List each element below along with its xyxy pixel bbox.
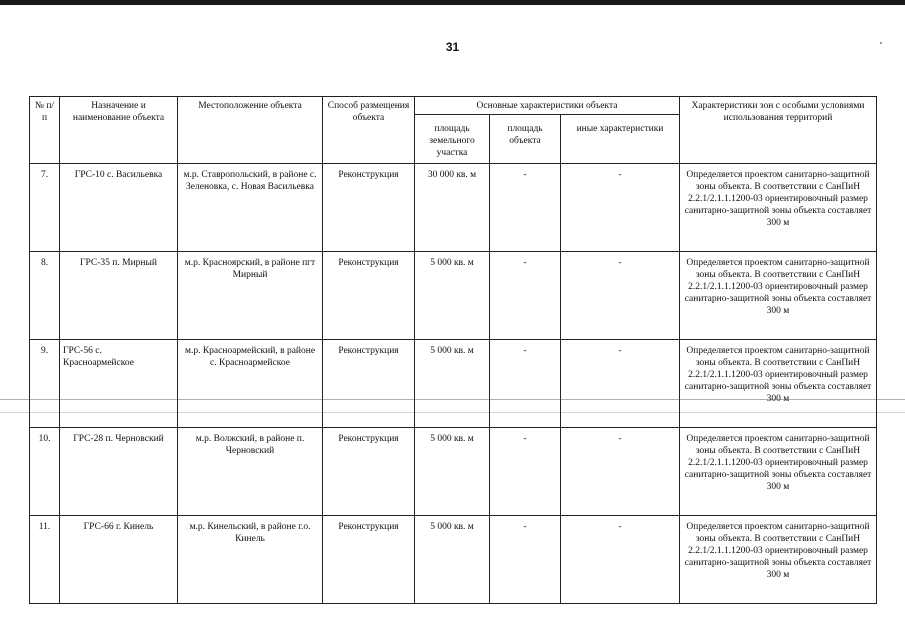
table-row <box>30 164 877 252</box>
scan-artifact-line <box>0 412 905 413</box>
cell-other: - <box>561 340 680 428</box>
cell-object-area: - <box>490 428 561 516</box>
top-border-rule <box>0 0 905 5</box>
scan-speck <box>880 42 882 44</box>
objects-table <box>29 96 877 604</box>
cell-num: 11. <box>30 516 60 604</box>
cell-name: ГРС-66 г. Кинель <box>60 516 178 604</box>
cell-name: ГРС-28 п. Черновский <box>60 428 178 516</box>
cell-location: м.р. Волжский, в районе п. Черновский <box>178 428 323 516</box>
header-location: Местоположение объекта <box>178 97 323 164</box>
header-zones: Характеристики зон с особыми условиями использования территорий <box>680 97 877 164</box>
cell-method: Реконструкция <box>323 428 415 516</box>
cell-land-area: 5 000 кв. м <box>415 516 490 604</box>
table-row <box>30 428 877 516</box>
table-row <box>30 516 877 604</box>
cell-location: м.р. Ставропольский, в районе с. Зеленовка, с. Новая Васильевка <box>178 164 323 252</box>
cell-land-area: 5 000 кв. м <box>415 340 490 428</box>
cell-name: ГРС-10 с. Васильевка <box>60 164 178 252</box>
cell-method: Реконструкция <box>323 516 415 604</box>
cell-method: Реконструкция <box>323 164 415 252</box>
header-method: Способ размещения объекта <box>323 97 415 164</box>
cell-num: 10. <box>30 428 60 516</box>
cell-zones: Определяется проектом санитарно-защитной зоны объекта. В соответствии с СанПиН 2.2.1/2.1.1.1200-03 ориентировочный размер санитарно-защитной зоны объекта составляет 300 м <box>680 428 877 516</box>
table-row <box>30 252 877 340</box>
header-main-characteristics: Основные характеристики объекта <box>415 97 680 115</box>
cell-zones: Определяется проектом санитарно-защитной зоны объекта. В соответствии с СанПиН 2.2.1/2.1.1.1200-03 ориентировочный размер санитарно-защитной зоны объекта составляет 300 м <box>680 252 877 340</box>
page-number: 31 <box>445 40 460 54</box>
cell-object-area: - <box>490 516 561 604</box>
cell-object-area: - <box>490 164 561 252</box>
cell-method: Реконструкция <box>323 340 415 428</box>
cell-zones: Определяется проектом санитарно-защитной зоны объекта. В соответствии с СанПиН 2.2.1/2.1.1.1200-03 ориентировочный размер санитарно-защитной зоны объекта составляет 300 м <box>680 164 877 252</box>
header-name: Назначение и наименование объекта <box>60 97 178 164</box>
cell-num: 7. <box>30 164 60 252</box>
cell-num: 8. <box>30 252 60 340</box>
cell-object-area: - <box>490 252 561 340</box>
table-header-row <box>30 97 877 115</box>
cell-other: - <box>561 516 680 604</box>
cell-location: м.р. Красноармейский, в районе с. Красноармейское <box>178 340 323 428</box>
cell-zones: Определяется проектом санитарно-защитной зоны объекта. В соответствии с СанПиН 2.2.1/2.1.1.1200-03 ориентировочный размер санитарно-защитной зоны объекта составляет 300 м <box>680 340 877 428</box>
header-land-area: площадь земельного участка <box>415 115 490 164</box>
cell-other: - <box>561 252 680 340</box>
header-object-area: площадь объекта <box>490 115 561 164</box>
cell-object-area: - <box>490 340 561 428</box>
cell-location: м.р. Красноярский, в районе пгт Мирный <box>178 252 323 340</box>
cell-location: м.р. Кинельский, в районе г.о. Кинель <box>178 516 323 604</box>
cell-method: Реконструкция <box>323 252 415 340</box>
cell-other: - <box>561 164 680 252</box>
cell-other: - <box>561 428 680 516</box>
cell-land-area: 30 000 кв. м <box>415 164 490 252</box>
header-num: № п/п <box>30 97 60 164</box>
cell-name: ГРС-56 с. Красноармейское <box>60 340 178 428</box>
cell-land-area: 5 000 кв. м <box>415 428 490 516</box>
cell-num: 9. <box>30 340 60 428</box>
cell-name: ГРС-35 п. Мирный <box>60 252 178 340</box>
cell-zones: Определяется проектом санитарно-защитной зоны объекта. В соответствии с СанПиН 2.2.1/2.1.1.1200-03 ориентировочный размер санитарно-защитной зоны объекта составляет 300 м <box>680 516 877 604</box>
header-other: иные характеристики <box>561 115 680 164</box>
cell-land-area: 5 000 кв. м <box>415 252 490 340</box>
table-row <box>30 340 877 428</box>
scan-artifact-line <box>0 399 905 400</box>
